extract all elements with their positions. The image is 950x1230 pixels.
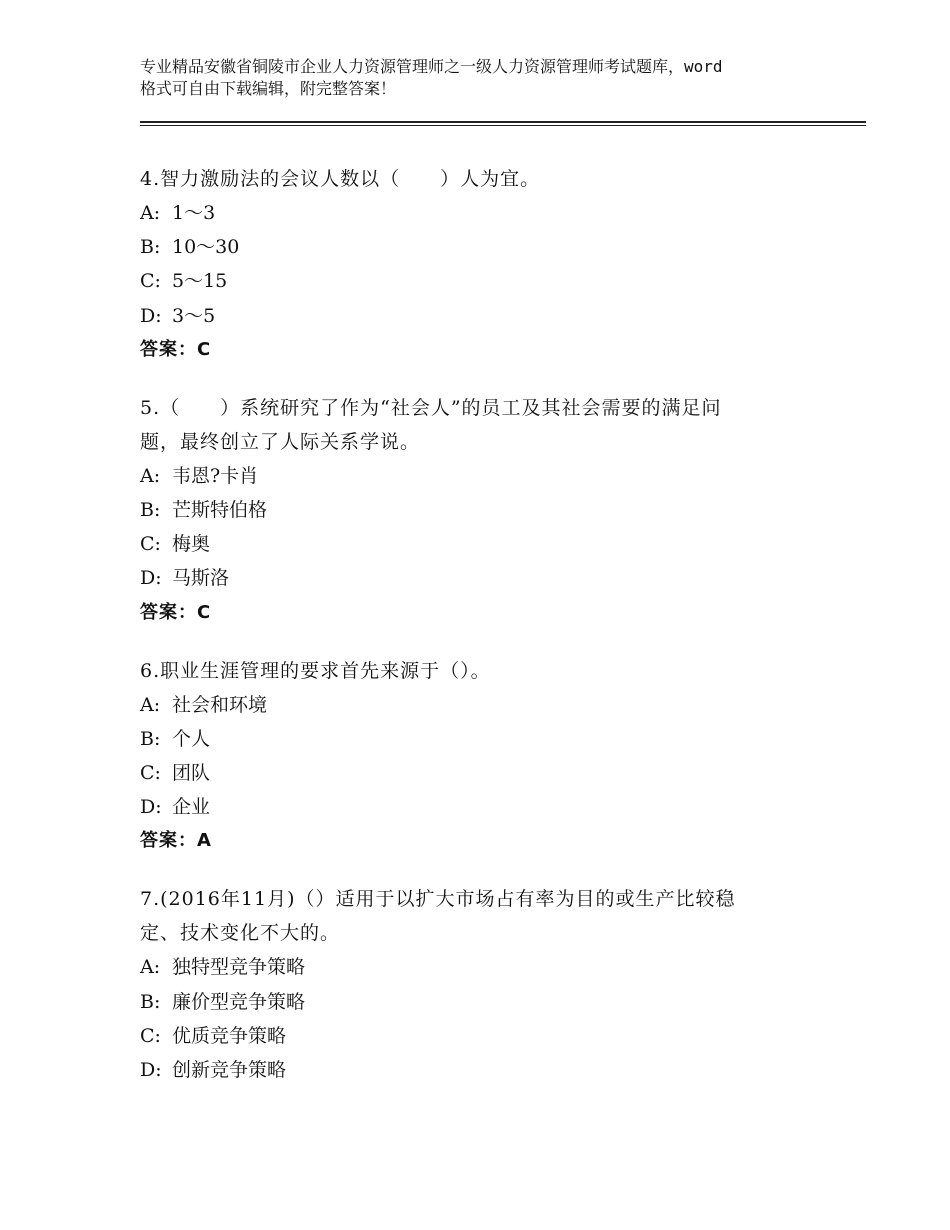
option-d [140, 790, 820, 824]
option-letter: B: [140, 499, 161, 522]
option-d [140, 561, 820, 595]
document-header [140, 56, 840, 100]
option-b [140, 722, 820, 756]
option-a [140, 459, 820, 493]
option-a [140, 688, 820, 722]
option-text: 廉价型竞争策略 [172, 990, 306, 1013]
option-text: 社会和环境 [172, 693, 268, 716]
option-letter: C: [140, 1024, 161, 1047]
option-letter: D: [140, 304, 162, 327]
option-letter: C: [140, 533, 161, 556]
option-letter: C: [140, 270, 161, 293]
option-text: 团队 [172, 762, 211, 785]
option-a [140, 950, 820, 984]
question-text-continued: 题，最终创立了人际关系学说。 [140, 430, 421, 453]
answer-line: 答案：C [140, 601, 212, 623]
option-text: 优质竞争策略 [172, 1024, 287, 1047]
option-d [140, 1053, 820, 1087]
option-b [140, 230, 820, 264]
header-divider-thin [140, 125, 866, 126]
option-text: 独特型竞争策略 [172, 956, 306, 979]
option-c [140, 1019, 820, 1053]
option-text: 马斯洛 [172, 567, 230, 590]
option-text: 企业 [172, 796, 211, 819]
option-text: 芒斯特伯格 [172, 499, 268, 522]
option-letter: B: [140, 236, 161, 259]
option-text: 个人 [172, 727, 211, 750]
question-4 [140, 162, 820, 367]
option-text: 10～30 [172, 236, 240, 259]
option-a [140, 196, 820, 230]
option-b [140, 985, 820, 1019]
option-c [140, 527, 820, 561]
question-text: 6.职业生涯管理的要求首先来源于（）。 [140, 659, 491, 682]
header-line-1: 专业精品安徽省铜陵市企业人力资源管理师之一级人力资源管理师考试题库，word [140, 57, 723, 76]
option-letter: C: [140, 762, 161, 785]
question-7 [140, 882, 820, 1087]
question-text: 4.智力激励法的会议人数以（ ）人为宜。 [140, 168, 541, 190]
question-6 [140, 654, 820, 859]
question-5 [140, 391, 820, 630]
option-text: 3～5 [172, 304, 216, 327]
option-c [140, 756, 820, 790]
question-text: 7.(2016年11月)（）适用于以扩大市场占有率为目的或生产比较稳 [140, 888, 736, 911]
option-letter: D: [140, 567, 162, 590]
question-list [140, 162, 820, 1111]
header-divider-thick [140, 121, 866, 123]
option-d [140, 299, 820, 333]
option-letter: A: [140, 464, 161, 487]
option-text: 创新竞争策略 [172, 1059, 287, 1082]
option-letter: A: [140, 202, 161, 224]
option-letter: D: [140, 1059, 162, 1082]
option-text: 1～3 [172, 202, 216, 224]
option-letter: A: [140, 956, 161, 979]
option-letter: D: [140, 796, 162, 819]
option-text: 5～15 [172, 270, 228, 293]
answer-line: 答案：A [140, 830, 212, 852]
header-line-2: 格式可自由下载编辑，附完整答案！ [140, 79, 397, 98]
option-b [140, 493, 820, 527]
question-text: 5.（ ）系统研究了作为“社会人”的员工及其社会需要的满足问 [140, 396, 722, 419]
question-text-continued: 定、技术变化不大的。 [140, 922, 341, 945]
option-letter: B: [140, 727, 161, 750]
option-c [140, 264, 820, 298]
answer-line: 答案：C [140, 338, 212, 360]
option-letter: B: [140, 990, 161, 1013]
option-text: 韦恩?卡肖 [172, 464, 259, 487]
option-text: 梅奥 [172, 533, 211, 556]
option-letter: A: [140, 693, 161, 716]
